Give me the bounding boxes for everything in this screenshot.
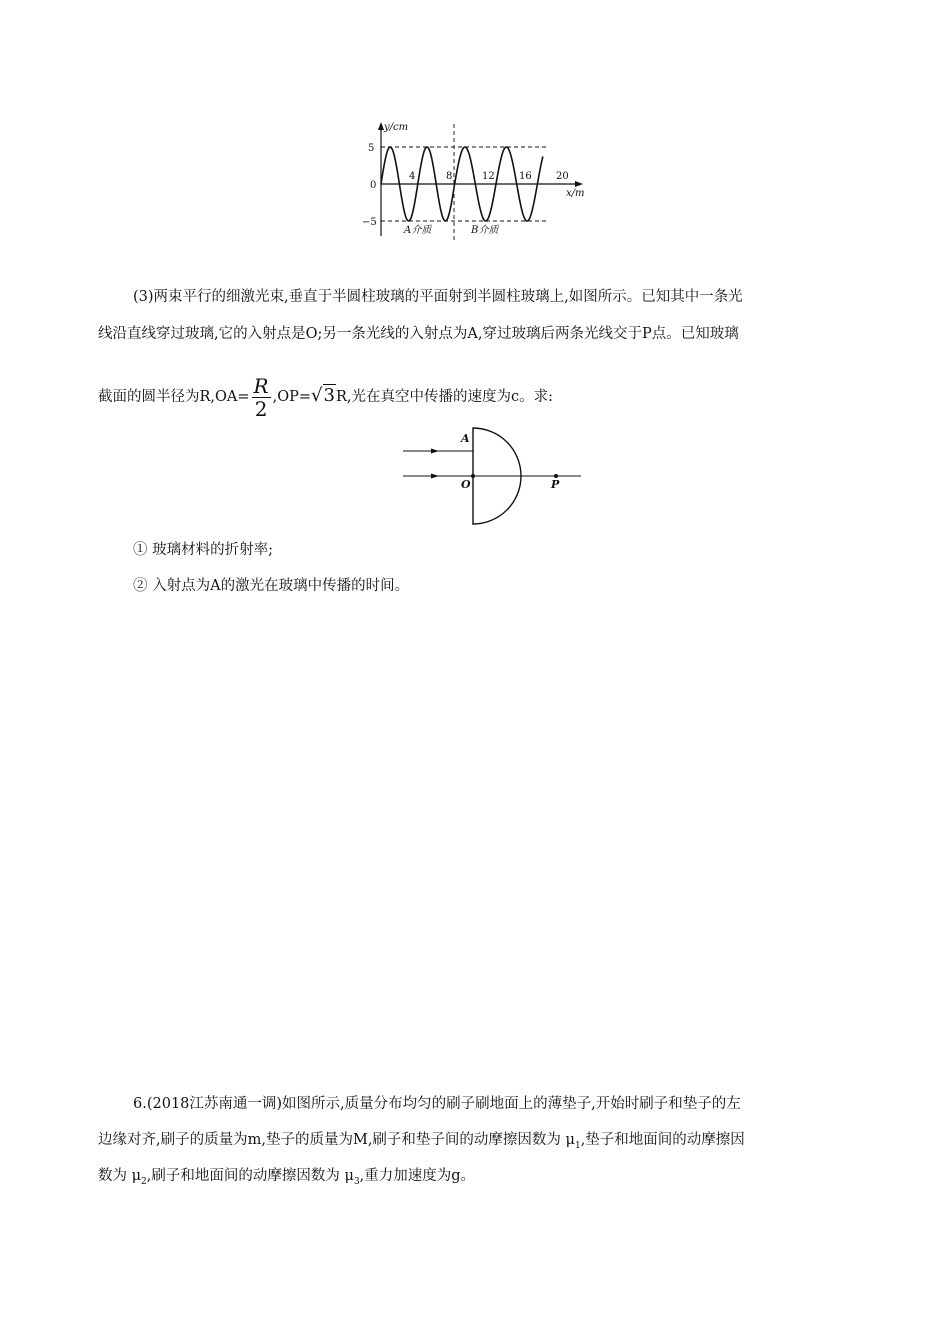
label-o: O [461, 478, 471, 491]
problem6-line3 [98, 1166, 475, 1192]
y-tick-0: 0 [370, 180, 377, 191]
sqrt-radicand: 3 [323, 385, 335, 406]
problem6-line3-b: ,刷子和地面间的动摩擦因数为 μ [146, 1168, 354, 1184]
x-axis-label: x/m [566, 188, 585, 199]
wave-figure [340, 118, 600, 243]
ray-a-arrow [431, 449, 439, 454]
mu1-subscript: 1 [574, 1140, 581, 1151]
sqrt-3: √3 [311, 385, 335, 406]
mu2-subscript: 2 [141, 1176, 147, 1187]
mu3-subscript: 3 [353, 1176, 360, 1187]
problem3-line2: 线沿直线穿过玻璃,它的入射点是O;另一条光线的入射点为A,穿过玻璃后两条光线交于P点。已知玻璃 [98, 326, 739, 342]
problem6-line3-a: 数为 μ [98, 1168, 142, 1184]
problem3-line3-part1: 截面的圆半径为R,OA= [98, 389, 250, 405]
x-tick-4: 4 [409, 171, 416, 182]
x-tick-16: 16 [519, 171, 532, 182]
problem3-line3-part3: R,光在真空中传播的速度为c。求: [335, 389, 553, 405]
x-tick-8: 8 [446, 171, 453, 182]
problem6-line3-c: ,重力加速度为g。 [359, 1168, 476, 1184]
problem6-line2 [98, 1130, 745, 1156]
glass-figure [395, 425, 590, 530]
problem6-line2-b: ,垫子和地面间的动摩擦因 [580, 1132, 745, 1148]
problem3-question2: ② 入射点为A的激光在玻璃中传播的时间。 [133, 578, 410, 594]
label-a: A [461, 432, 470, 445]
point-o [471, 474, 475, 478]
y-tick-5: 5 [368, 143, 375, 154]
problem3-question1: ① 玻璃材料的折射率; [133, 542, 273, 558]
x-tick-12: 12 [482, 171, 495, 182]
problem3-line3-part2: ,OP= [272, 389, 312, 405]
fraction-denominator: 2 [254, 396, 268, 421]
medium-b-label: B介质 [471, 225, 499, 236]
y-axis-label: y/cm [384, 122, 409, 133]
x-axis-arrow [575, 181, 583, 187]
problem6-line2-a: 边缘对齐,刷子的质量为m,垫子的质量为M,刷子和垫子间的动摩擦因数为 μ [98, 1132, 575, 1148]
problem3-line1: (3)两束平行的细激光束,垂直于半圆柱玻璃的平面射到半圆柱玻璃上,如图所示。已知其中一条光 [133, 289, 743, 305]
ray-o-arrow [431, 474, 439, 479]
x-tick-20: 20 [556, 171, 569, 182]
problem6-line1: 6.(2018江苏南通一调)如图所示,质量分布均匀的刷子刷地面上的薄垫子,开始时刷子和垫子的左 [133, 1096, 741, 1112]
medium-a-label: A介质 [404, 225, 432, 236]
fraction-r-over-2 [252, 375, 271, 420]
label-p: P [551, 478, 560, 491]
y-tick-neg5: −5 [362, 217, 377, 228]
problem3-line3 [98, 372, 553, 421]
fraction-numerator: R [253, 373, 269, 398]
